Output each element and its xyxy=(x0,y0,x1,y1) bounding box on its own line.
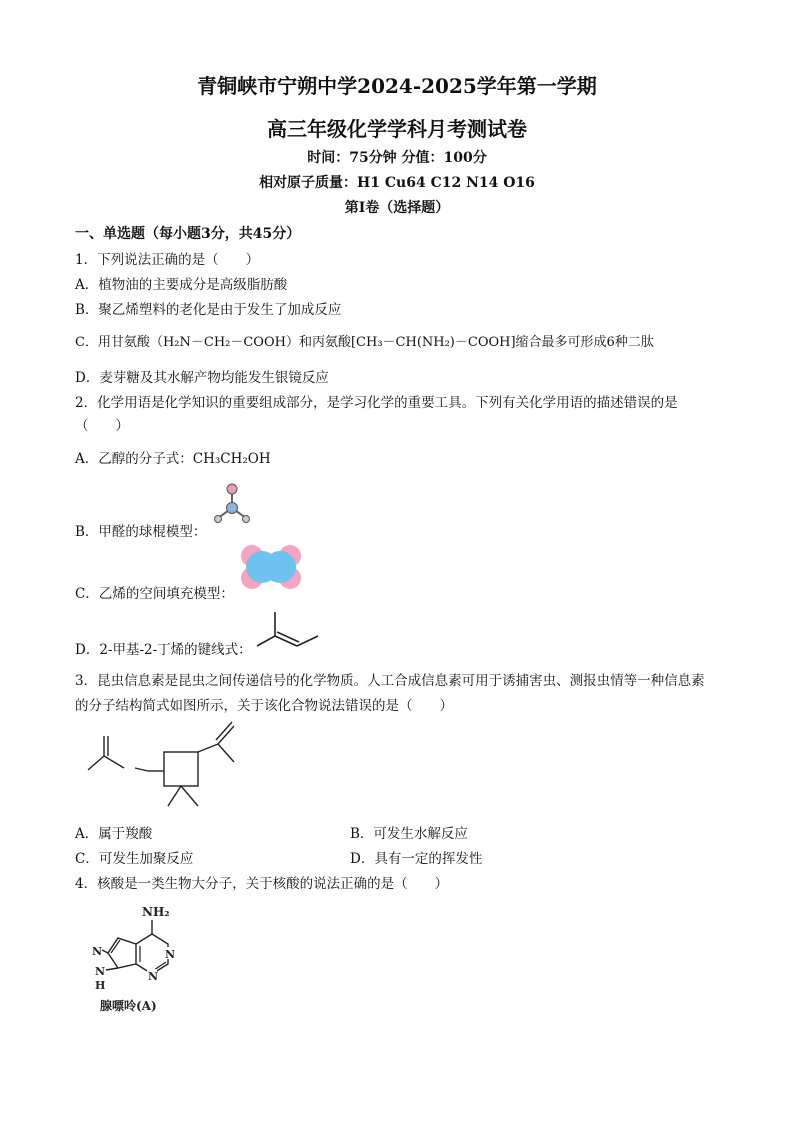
q4-stem: 4．核酸是一类生物大分子，关于核酸的说法正确的是（ ） xyxy=(75,876,449,892)
q3-stem-cont: 的分子结构简式如图所示，关于该化合物说法错误的是（ ） xyxy=(75,698,453,714)
q2-option-a: A．乙醇的分子式：CH₃CH₂OH xyxy=(75,451,271,467)
pheromone-structure xyxy=(82,718,252,813)
n-label-left: N xyxy=(92,945,103,958)
q2-option-c: C．乙烯的空间填充模型： xyxy=(75,586,234,602)
q3-stem: 3．昆虫信息素是昆虫之间传递信号的化学物质。人工合成信息素可用于诱捕害虫、测报虫情等一种信息素 xyxy=(75,673,705,689)
nh2-label: NH₂ xyxy=(142,905,170,919)
formaldehyde-ball-stick-model xyxy=(208,480,258,526)
atomic-masses: 相对原子质量：H1 Cu64 C12 N14 O16 xyxy=(259,175,535,191)
exam-title: 青铜峡市宁朔中学2024-2025学年第一学期 xyxy=(197,74,597,98)
part-title: 第Ⅰ卷（选择题） xyxy=(344,200,450,216)
section-heading: 一、单选题（每小题3分，共45分） xyxy=(75,226,301,242)
q3-option-b: B．可发生水解反应 xyxy=(350,826,468,842)
n-label-bottom: N xyxy=(148,970,159,983)
q1-option-d: D．麦芽糖及其水解产物均能发生银镜反应 xyxy=(75,370,329,386)
q2-option-d: D．2-甲基-2-丁烯的键线式： xyxy=(75,642,252,658)
adenine-structure xyxy=(80,898,190,1018)
n-label-right: N xyxy=(165,948,176,961)
q1-stem: 1．下列说法正确的是（ ） xyxy=(75,252,260,268)
adenine-caption: 腺嘌呤(A) xyxy=(100,999,157,1013)
q3-option-c: C．可发生加聚反应 xyxy=(75,851,194,867)
exam-subtitle: 高三年级化学学科月考测试卷 xyxy=(267,117,527,141)
ethylene-space-filling-model xyxy=(238,544,304,590)
q2-stem: 2．化学用语是化学知识的重要组成部分，是学习化学的重要工具。下列有关化学用语的描述错误的是 xyxy=(75,395,678,411)
q3-option-d: D．具有一定的挥发性 xyxy=(350,851,483,867)
q3-option-a: A．属于羧酸 xyxy=(75,826,153,842)
q1-option-b: B．聚乙烯塑料的老化是由于发生了加成反应 xyxy=(75,302,342,318)
q2-option-b: B．甲醛的球棍模型： xyxy=(75,524,207,540)
time-score: 时间：75分钟 分值：100分 xyxy=(307,150,487,166)
nh-h-label: H xyxy=(95,979,106,992)
q1-option-c: C．用甘氨酸（H₂N－CH₂－COOH）和丙氨酸[CH₃－CH(NH₂)－COOH]缩合最多可形成6种二肽 xyxy=(75,335,654,350)
q2-stem-paren: （ ） xyxy=(75,418,129,434)
methylbutene-skeletal-formula xyxy=(255,608,321,648)
q1-option-a: A．植物油的主要成分是高级脂肪酸 xyxy=(75,277,288,293)
nh-n-label: N xyxy=(95,965,106,978)
